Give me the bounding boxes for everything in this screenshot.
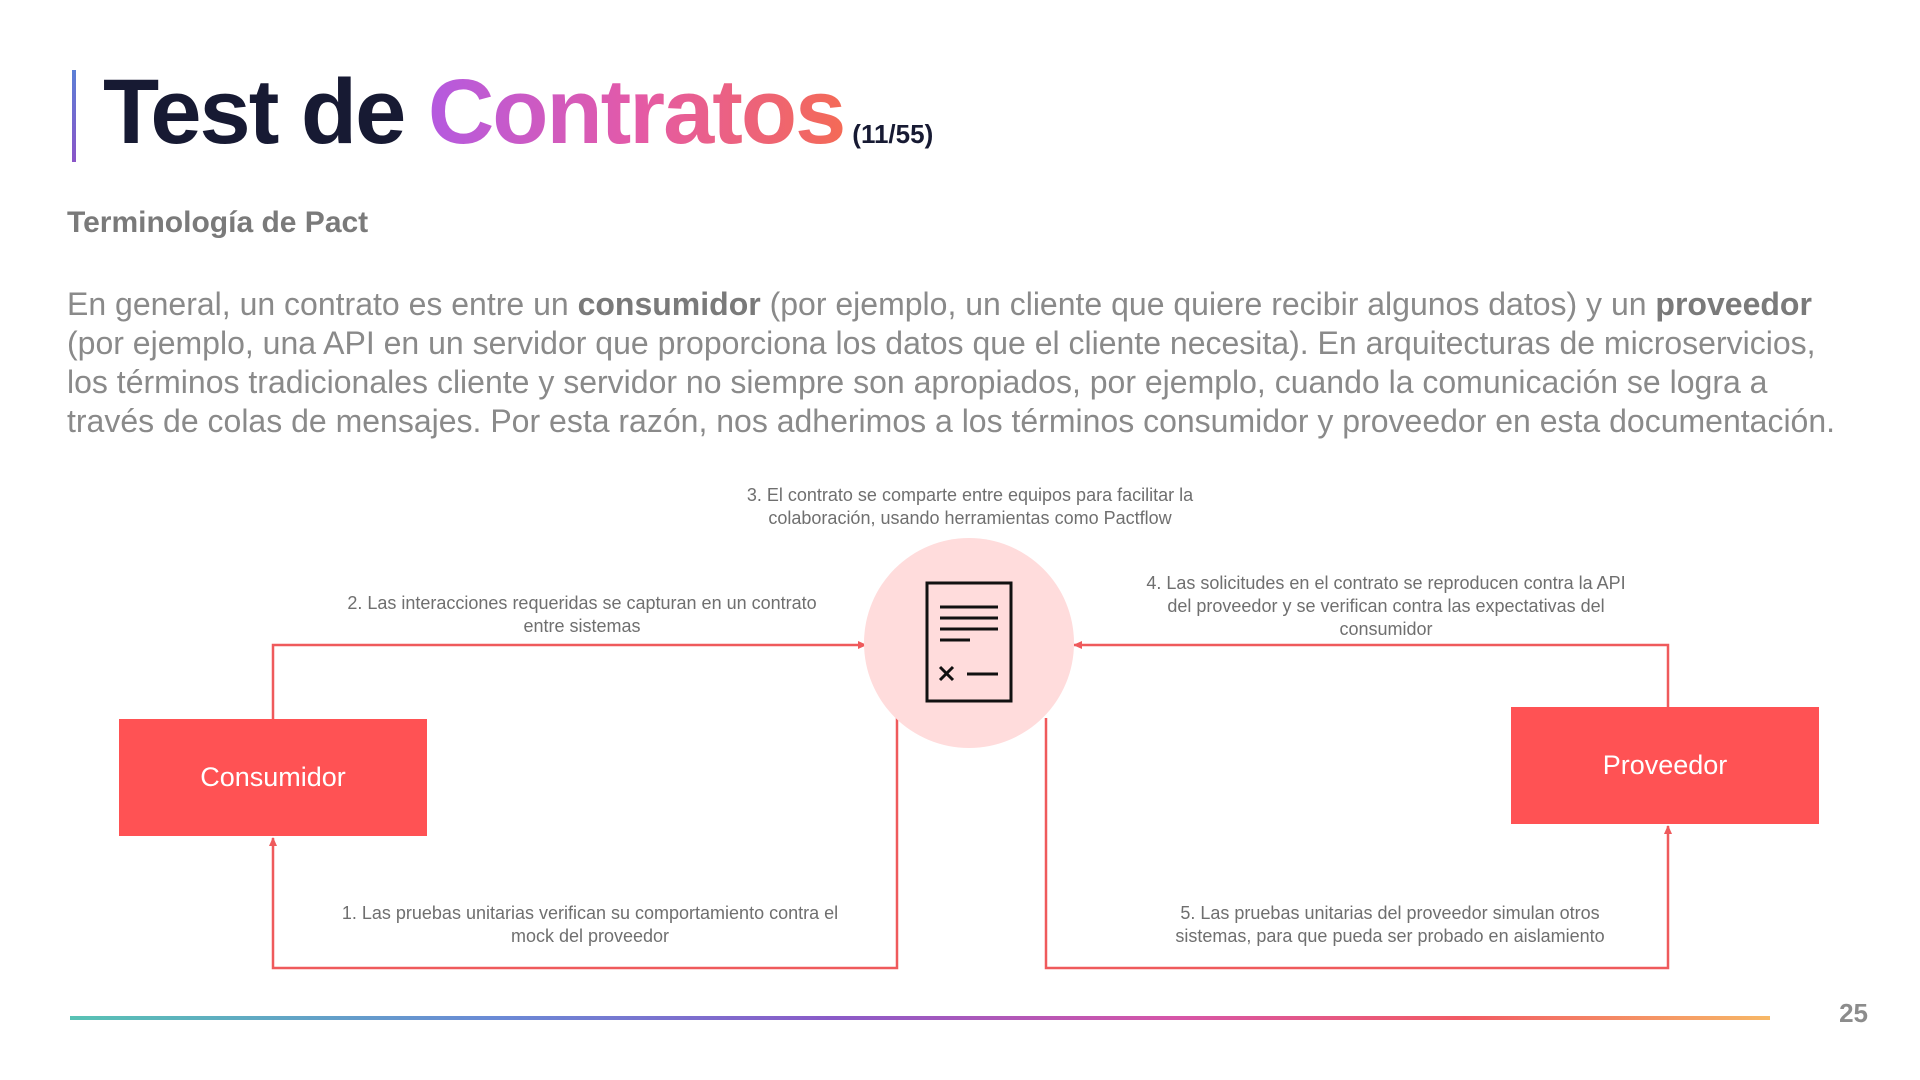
- connector-provider-to-contract: [1074, 645, 1668, 707]
- step-5-label: 5. Las pruebas unitarias del proveedor simulan otros sistemas, para que pueda ser probado en aislamiento: [1175, 903, 1605, 946]
- consumer-node: Consumidor: [119, 719, 427, 836]
- step-2-label: 2. Las interacciones requeridas se capturan en un contrato entre sistemas: [347, 593, 817, 636]
- term-consumer: consumidor: [577, 286, 761, 322]
- paragraph-text-2: (por ejemplo, un cliente que quiere recibir algunos datos) y un: [760, 286, 1656, 322]
- step-3-label: 3. El contrato se comparte entre equipos para facilitar la colaboración, usando herramientas como Pactflow: [746, 485, 1194, 528]
- paragraph-text-1: En general, un contrato es entre un: [67, 286, 578, 322]
- provider-node: Proveedor: [1511, 707, 1819, 824]
- slide-counter: (11/55): [852, 119, 934, 149]
- step-4-label: 4. Las solicitudes en el contrato se reproducen contra la API del proveedor y se verifican contra las expectativas del consumidor: [1146, 573, 1626, 639]
- page-number: 25: [1839, 998, 1868, 1028]
- title-main: Test de: [103, 61, 428, 163]
- title-accent: Contratos: [427, 61, 845, 163]
- step-1-label: 1. Las pruebas unitarias verifican su comportamiento contra el mock del proveedor: [341, 903, 839, 946]
- paragraph-text-3: (por ejemplo, una API en un servidor que proporciona los datos que el cliente necesita). En arquitecturas de microservicios, los términos tradicionales cliente y servidor no siempre son apropiados, por ejemplo, cuando la comunicación se logra a través de colas de mensajes. Por esta razón, nos adherimos a los términos consumidor y proveedor en esta documentación.: [67, 325, 1836, 439]
- document-icon: [924, 580, 1014, 704]
- term-provider: proveedor: [1655, 286, 1812, 322]
- section-subtitle: Terminología de Pact: [67, 206, 369, 239]
- footer-gradient-rule: [70, 1016, 1770, 1020]
- connector-consumer-to-contract: [273, 645, 866, 719]
